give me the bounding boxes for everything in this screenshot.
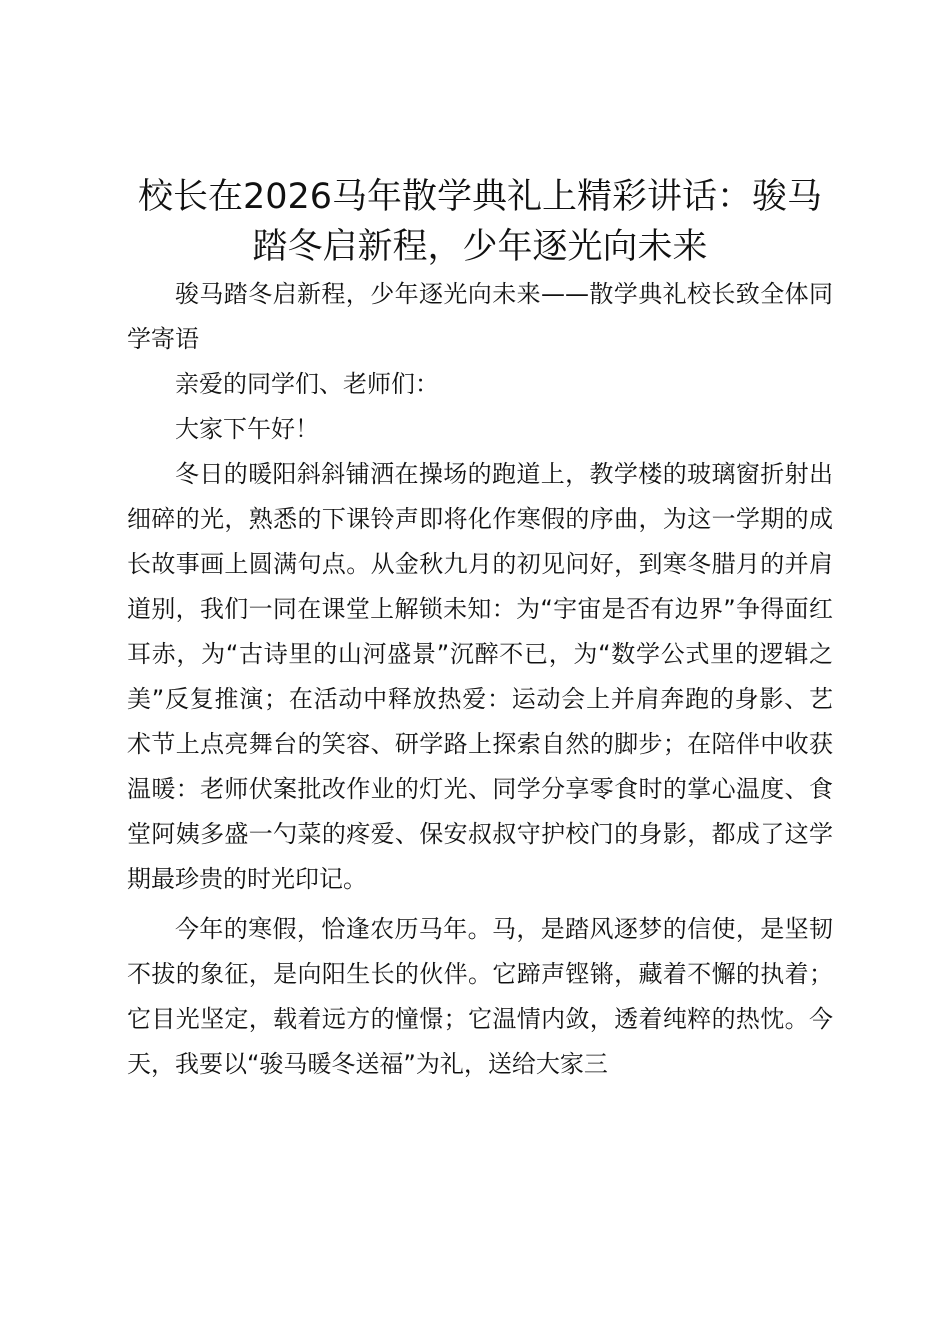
subtitle-paragraph: 骏马踏冬启新程，少年逐光向未来——散学典礼校长致全体同学寄语 bbox=[127, 280, 833, 353]
body-paragraph-1: 冬日的暖阳斜斜铺洒在操场的跑道上，教学楼的玻璃窗折射出细碎的光，熟悉的下课铃声即将化作寒假的序曲，为这一学期的成长故事画上圆满句点。从金秋九月的初见问好，到寒冬腊月的并肩道别，我们一同在课堂上解锁未知：为“宇宙是否有边界”争得面红耳赤，为“古诗里的山河盛景”沉醉不已，为“数学公式里的逻辑之美”反复推演；在活动中释放热爱：运动会上并肩奔跑的身影、艺术节上点亮舞台的笑容、研学路上探索自然的脚步；在陪伴中收获温暖：老师伏案批改作业的灯光、同学分享零食时的掌心温度、食堂阿姨多盛一勺菜的疼爱、保安叔叔守护校门的身影，都成了这学期最珍贵的时光印记。 bbox=[127, 460, 833, 893]
title-line-1: 校长在2026马年散学典礼上精彩讲话：骏马 bbox=[137, 177, 823, 217]
title-line-2: 踏冬启新程，少年逐光向未来 bbox=[252, 227, 708, 267]
document-page bbox=[127, 172, 833, 1087]
body-paragraph-2: 今年的寒假，恰逢农历马年。马，是踏风逐梦的信使，是坚韧不拔的象征，是向阳生长的伙伴。它蹄声铿锵，藏着不懈的执着；它目光坚定，载着远方的憧憬；它温情内敛，透着纯粹的热忱。今天，我要以“骏马暖冬送福”为礼，送给大家三 bbox=[127, 915, 833, 1078]
greeting-paragraph: 大家下午好！ bbox=[175, 415, 319, 443]
salutation-paragraph: 亲爱的同学们、老师们： bbox=[175, 370, 439, 398]
document-title bbox=[119, 172, 841, 272]
